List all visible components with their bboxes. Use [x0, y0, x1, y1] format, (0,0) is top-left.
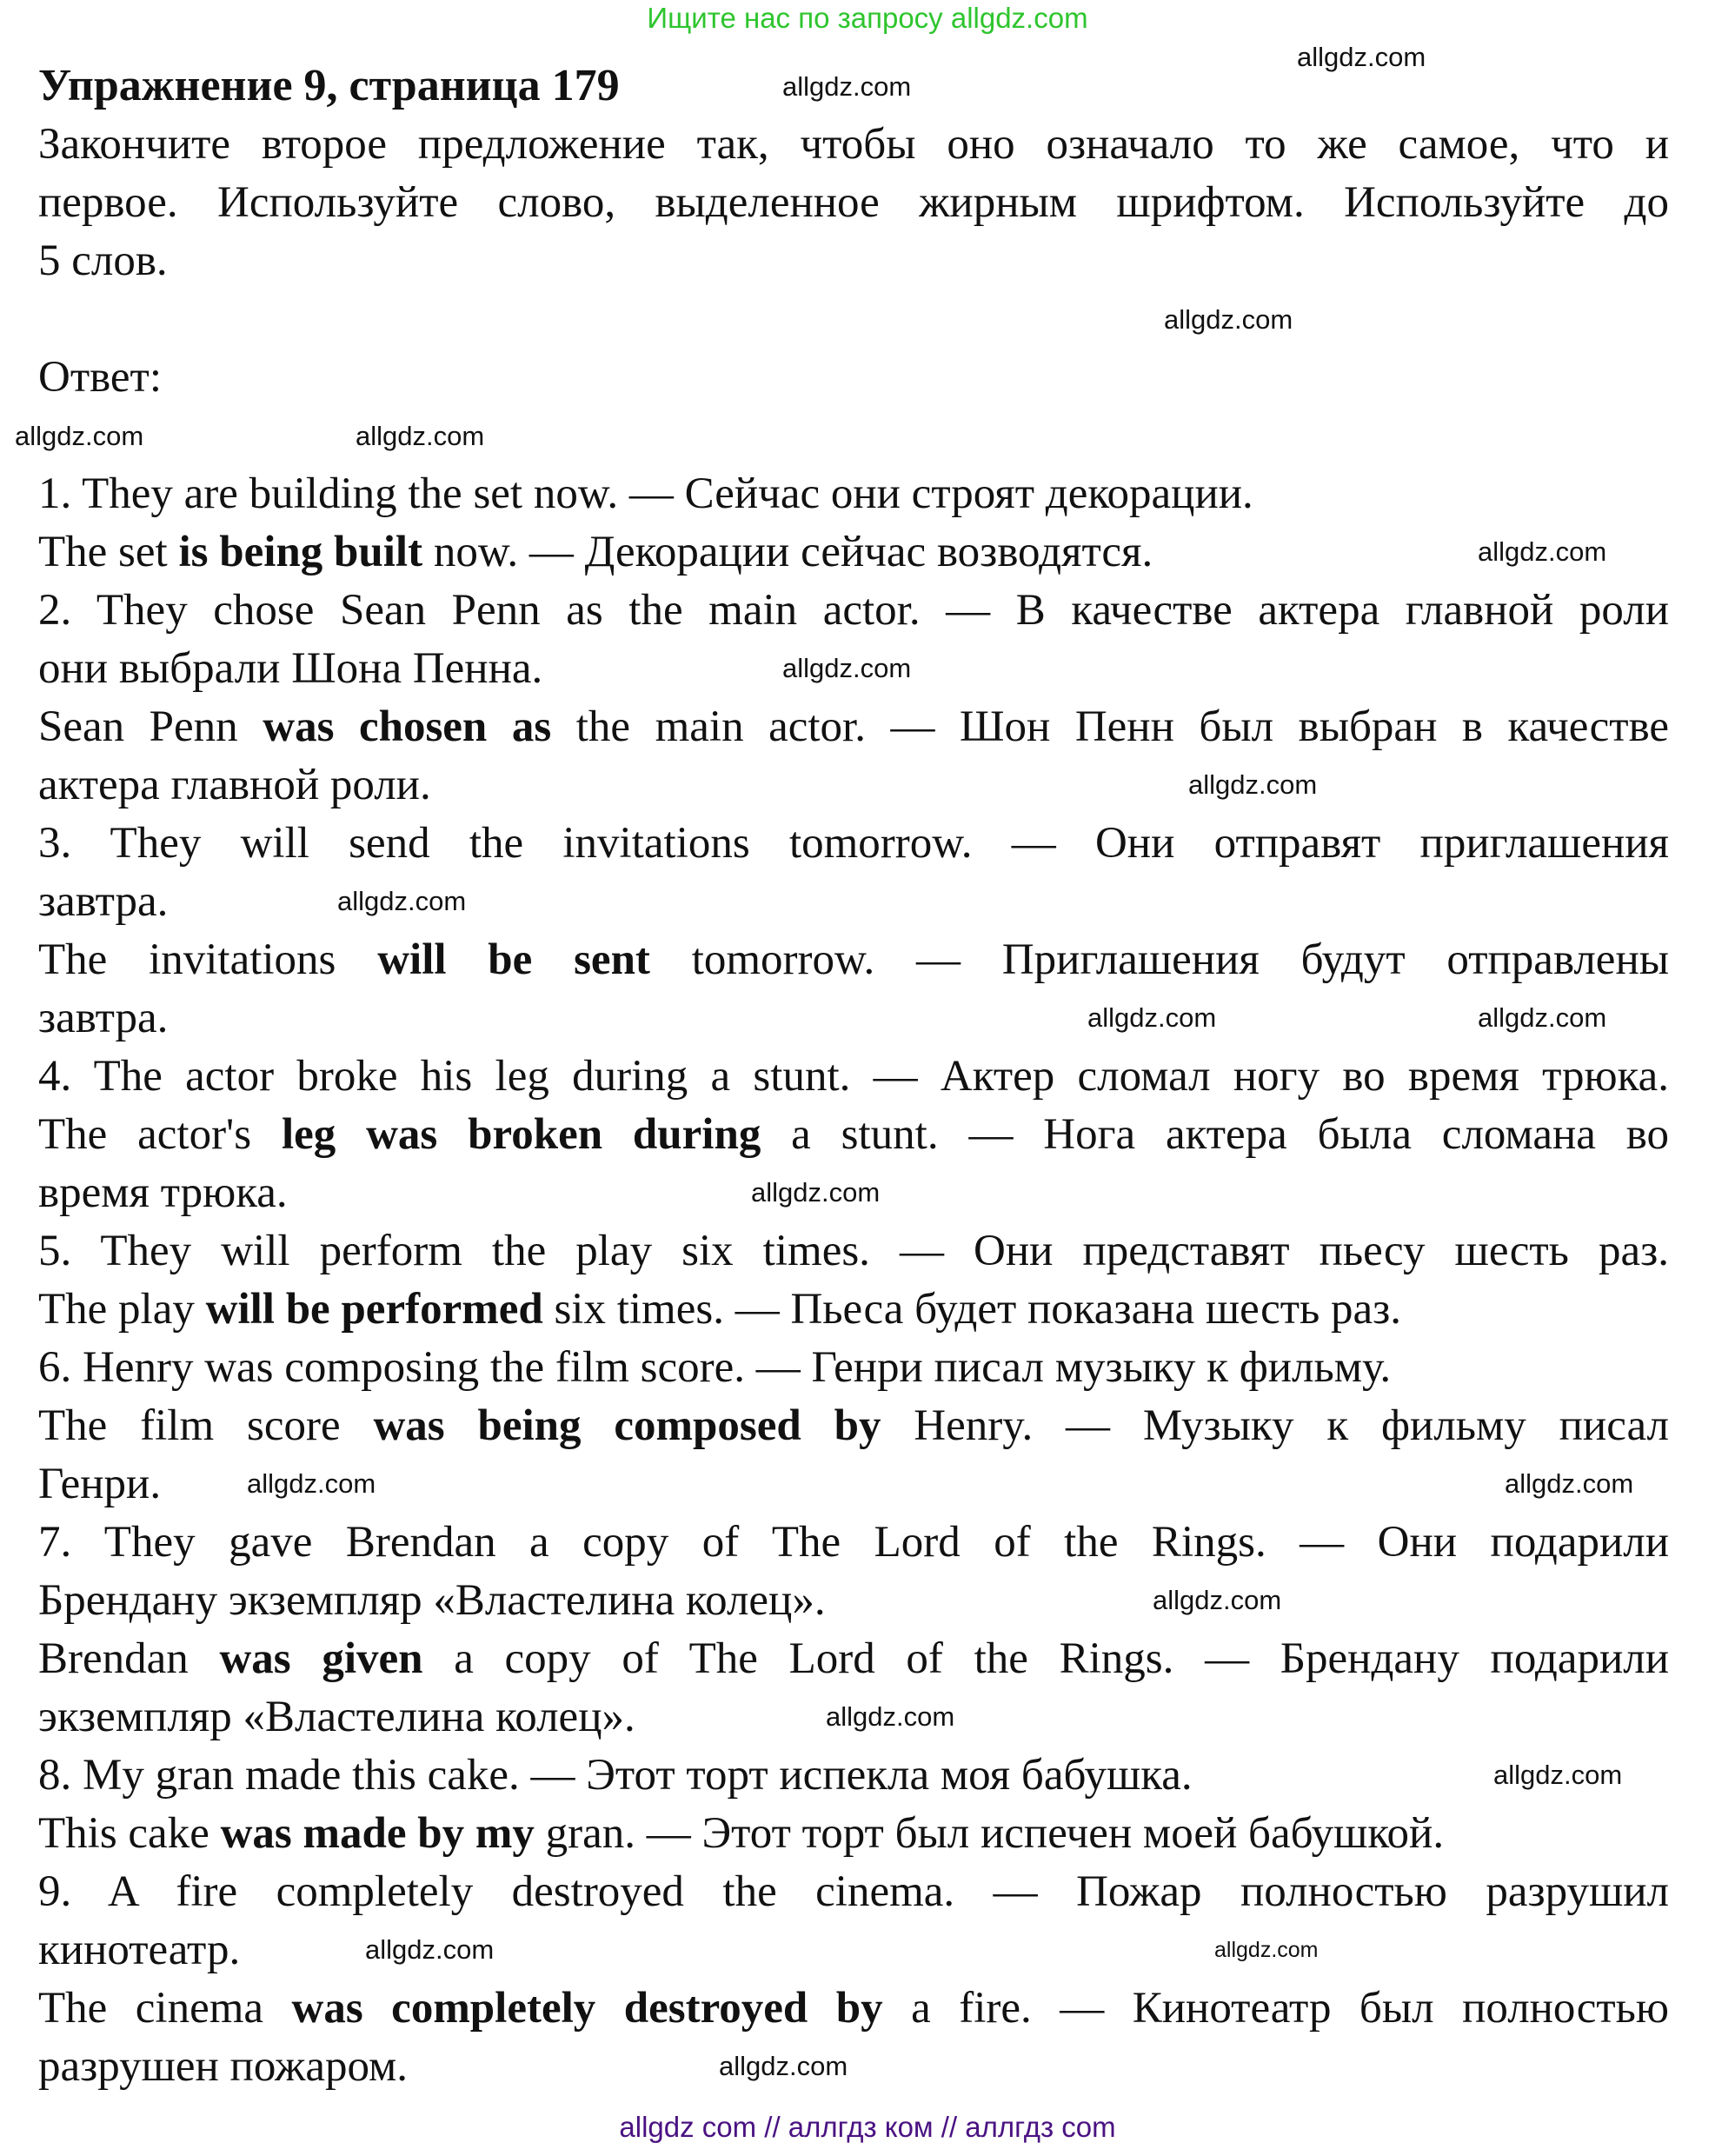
answer-line — [38, 698, 1669, 756]
answer-line — [38, 931, 1669, 989]
watermark: allgdz.com — [337, 886, 467, 916]
answer-line — [38, 1921, 240, 1980]
text-segment: 4. The actor broke his leg during a stunt. — Актер сломал ногу во время трюка. — [38, 1052, 1669, 1101]
text-segment: 5. They will perform the play six times. — Они представят пьесу шесть раз. — [38, 1227, 1669, 1275]
watermark: allgdz.com — [356, 421, 485, 451]
answer-line — [38, 465, 1253, 523]
answer-line — [38, 582, 1669, 640]
text-segment: The actor's — [38, 1110, 282, 1159]
watermark: allgdz.com — [1478, 1002, 1607, 1033]
bold-passive-phrase: was completely destroyed by — [291, 1984, 883, 2033]
page-title: Упражнение 9, страница 179 — [38, 61, 620, 110]
answer-line — [38, 1863, 1669, 1921]
text-segment: первое. Используйте слово, выделенное жирным шрифтом. Используйте до — [38, 178, 1669, 227]
watermark: allgdz.com — [1493, 1760, 1623, 1790]
text-segment: Henry. — Музыку к фильму писал — [881, 1401, 1670, 1450]
watermark: allgdz.com — [1153, 1585, 1282, 1615]
text-segment: The invitations — [38, 935, 378, 984]
answer-list — [38, 465, 1669, 2096]
answer-line — [38, 1805, 1444, 1863]
bold-passive-phrase: was given — [219, 1634, 423, 1683]
answer-line — [38, 1630, 1669, 1688]
watermark: allgdz.com — [1297, 42, 1426, 72]
answer-line — [38, 523, 1153, 582]
instruction-line — [38, 116, 1669, 174]
text-segment: six times. — Пьеса будет показана шесть раз. — [542, 1285, 1402, 1334]
text-segment: Брендану экземпляр «Властелина колец». — [38, 1576, 826, 1625]
bottom-site-banner[interactable]: allgdz com // аллгдз ком // аллгдз com — [619, 2111, 1116, 2143]
text-segment: a fire. — Кинотеатр был полностью — [882, 1984, 1669, 2033]
text-segment: актера главной роли. — [38, 761, 431, 809]
answer-line — [38, 756, 431, 815]
text-segment: время трюка. — [38, 1168, 288, 1217]
text-segment: 1. They are building the set now. — Сейчас они строят декорации. — [38, 469, 1253, 518]
answer-line — [38, 1980, 1669, 2038]
text-segment: 8. My gran made this cake. — Этот торт испекла моя бабушка. — [38, 1751, 1193, 1800]
watermark: allgdz.com — [1164, 304, 1293, 335]
text-segment: The cinema — [38, 1984, 292, 2033]
answer-line — [38, 1106, 1669, 1164]
text-segment: The play — [38, 1285, 206, 1334]
answer-line — [38, 2038, 408, 2096]
answer-line — [38, 1688, 635, 1747]
text-segment: они выбрали Шона Пенна. — [38, 644, 543, 693]
bold-passive-phrase: leg was broken during — [281, 1110, 761, 1159]
answer-line — [38, 1572, 826, 1630]
text-segment: Генри. — [38, 1460, 162, 1508]
text-segment: 2. They chose Sean Penn as the main actor. — В качестве актера главной роли — [38, 586, 1669, 635]
text-segment: gran. — Этот торт был испечен моей бабушкой. — [534, 1809, 1445, 1858]
bold-passive-phrase: was being composed by — [373, 1401, 881, 1450]
text-segment: экземпляр «Властелина колец». — [38, 1693, 635, 1741]
text-segment: разрушен пожаром. — [38, 2042, 409, 2091]
watermark: allgdz.com — [782, 71, 912, 102]
text-segment: The set — [38, 528, 179, 576]
answer-line — [38, 1281, 1401, 1339]
answer-line — [38, 1164, 288, 1222]
answer-line — [38, 989, 168, 1048]
instruction-line — [38, 174, 1669, 232]
watermark: allgdz.com — [15, 421, 144, 451]
answer-line — [38, 1455, 161, 1514]
answer-line — [38, 640, 542, 698]
watermark: allgdz.com — [1188, 769, 1318, 800]
watermark: allgdz.com — [1505, 1468, 1634, 1499]
answer-line — [38, 1222, 1669, 1281]
text-segment: 6. Henry was composing the film score. — Генри писал музыку к фильму. — [38, 1343, 1392, 1392]
text-segment: The film score — [38, 1401, 374, 1450]
text-segment: завтра. — [38, 994, 169, 1042]
watermark: allgdz.com — [782, 653, 912, 683]
text-segment: Закончите второе предложение так, чтобы оно означало то же самое, что и — [38, 120, 1669, 169]
watermark: allgdz.com — [1478, 536, 1607, 567]
watermark: allgdz.com — [751, 1177, 881, 1208]
text-segment: 9. A fire completely destroyed the cinema. — Пожар полностью разрушил — [38, 1867, 1669, 1916]
text-segment: This cake — [38, 1809, 221, 1858]
watermark: allgdz.com — [365, 1934, 495, 1965]
bold-passive-phrase: was made by my — [220, 1809, 535, 1858]
text-segment: Sean Penn — [38, 702, 263, 751]
bold-passive-phrase: will be performed — [205, 1285, 543, 1334]
watermark: allgdz.com — [826, 1701, 955, 1732]
answer-line — [38, 1048, 1669, 1106]
watermark: allgdz.com — [1214, 1938, 1319, 1962]
bold-passive-phrase: is being built — [178, 528, 423, 576]
watermark: allgdz.com — [247, 1468, 376, 1499]
text-segment: 7. They gave Brendan a copy of The Lord of the Rings. — Они подарили — [38, 1518, 1669, 1567]
text-segment: завтра. — [38, 877, 169, 926]
watermark: allgdz.com — [1087, 1002, 1217, 1033]
text-segment: now. — Декорации сейчас возводятся. — [422, 528, 1153, 576]
text-segment: 3. They will send the invitations tomorrow. — Они отправят приглашения — [38, 819, 1669, 868]
answer-line — [38, 815, 1669, 873]
text-segment: a copy of The Lord of the Rings. — Брендану подарили — [422, 1634, 1669, 1683]
bold-passive-phrase: was chosen as — [263, 702, 552, 751]
text-segment: 5 слов. — [38, 236, 168, 285]
exercise-instruction — [38, 116, 1669, 290]
text-segment: Brendan — [38, 1634, 220, 1683]
answer-line — [38, 1747, 1193, 1805]
answer-line — [38, 1397, 1669, 1455]
answer-label: Ответ: — [38, 353, 162, 402]
answer-line — [38, 1514, 1669, 1572]
watermark: allgdz.com — [719, 2051, 848, 2081]
top-search-banner[interactable]: Ищите нас по запросу allgdz.com — [647, 2, 1088, 34]
text-segment: кинотеатр. — [38, 1926, 241, 1974]
text-segment: tomorrow. — Приглашения будут отправлены — [649, 935, 1670, 984]
instruction-line — [38, 232, 168, 290]
bold-passive-phrase: will be sent — [377, 935, 650, 984]
answer-line — [38, 873, 168, 931]
text-segment: the main actor. — Шон Пенн был выбран в качестве — [551, 702, 1670, 751]
text-segment: a stunt. — Нога актера была сломана во — [761, 1110, 1669, 1159]
answer-line — [38, 1339, 1391, 1397]
